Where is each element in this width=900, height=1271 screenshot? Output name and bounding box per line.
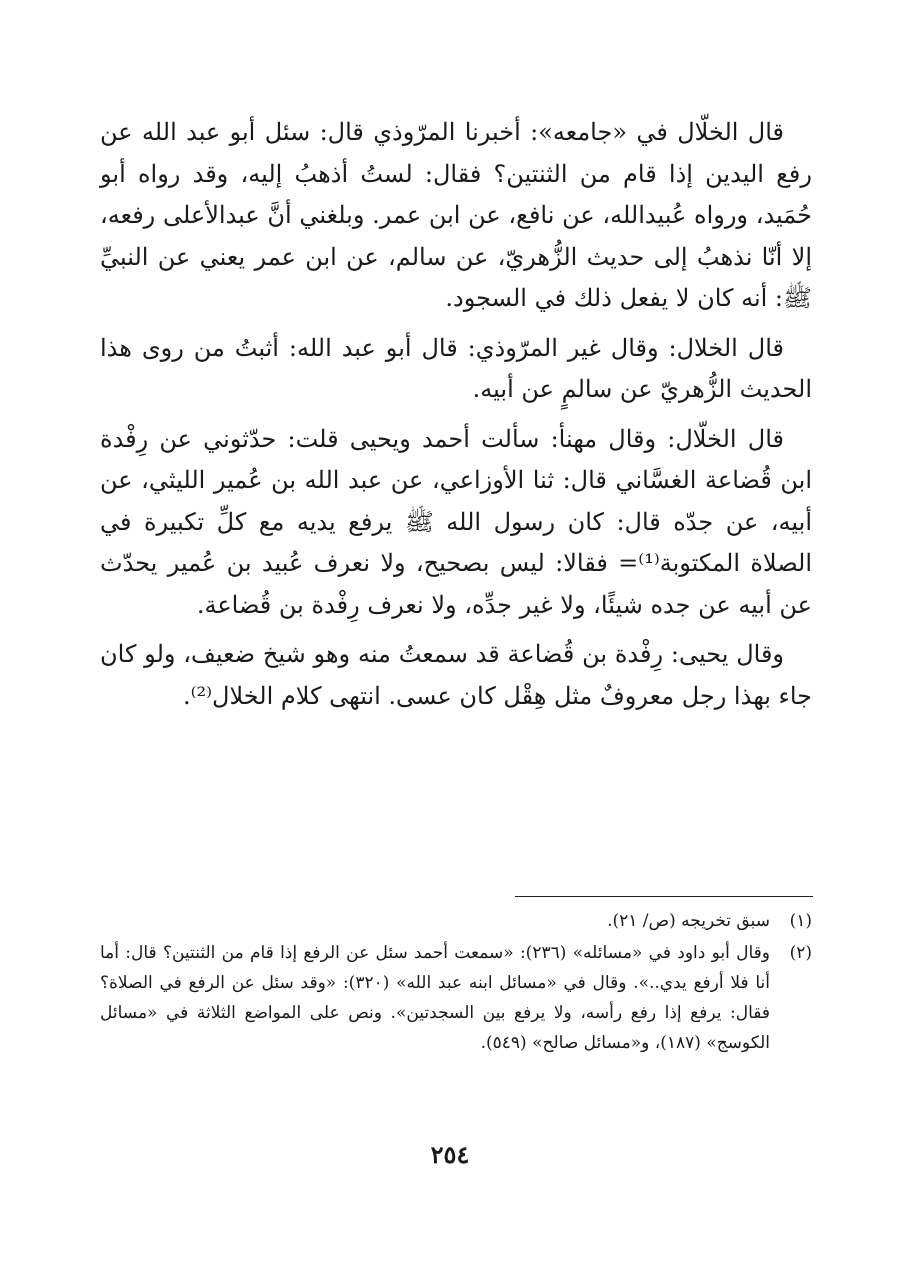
footnote-text: وقال أبو داود في «مسائله» (٢٣٦): «سمعت أحمد سئل عن الرفع إذا قام من الثنتين؟ قال: أما أنا فلا أرفع يدي..». وقال في «مسائل ابنه عبد الله» (٣٢٠): «وقد سئل عن الرفع في الصلاة؟ فقال: يرفع إذا رفع رأسه، ولا يرفع بين السجدتين». ونص على المواضع الثلاثة في «مسائل الكوسج» (١٨٧)، و«مسائل صالح» (٥٤٩). (100, 943, 770, 1053)
paragraph-2: قال الخلال: وقال غير المرّوذي: قال أبو عبد الله: أثبتُ من روى هذا الحديث الزُّهريّ عن سالمٍ عن أبيه. (100, 333, 812, 403)
footnote-2 (100, 938, 812, 1058)
footnotes (100, 906, 812, 1060)
page-number: ٢٥٤ (430, 1140, 470, 1169)
paragraph-3: قال الخلّال: وقال مهنأ: سألت أحمد ويحيى قلت: حدّثوني عن رِفْدة ابن قُضاعة الغسَّاني قال: ثنا الأوزاعي، عن عبد الله بن عُمير الليثي، عن أبيه، عن جدّه قال: كان رسول الله ﷺ يرفع يديه مع كلِّ تكبيرة في الصلاة المكتوبة⁽¹⁾= فقالا: ليس بصحيح، ولا نعرف عُبيد بن عُمير يحدّث عن أبيه عن جده شيئًا، ولا غير جدِّه، ولا نعرف رِفْدة بن قُضاعة. (100, 424, 813, 619)
main-text (100, 112, 812, 725)
paragraph-1: قال الخلّال في «جامعه»: أخبرنا المرّوذي قال: سئل أبو عبد الله عن رفع اليدين إذا قام من الثنتين؟ فقال: لستُ أذهبُ إليه، وقد رواه أبو حُمَيد، ورواه عُبيدالله، عن نافع، عن ابن عمر. وبلغني أنَّ عبدالأعلى رفعه، إلا أنّا نذهبُ إلى حديث الزُّهريّ، عن سالم، عن ابن عمر يعني عن النبيِّ ﷺ: أنه كان لا يفعل ذلك في السجود. (100, 118, 812, 312)
footnote-text: سبق تخريجه (ص/ ٢١). (607, 911, 770, 931)
footnote-separator (515, 896, 813, 897)
footnote-number: (٢) (789, 943, 812, 963)
paragraph-4: وقال يحيى: رِفْدة بن قُضاعة قد سمعتُ منه وهو شيخ ضعيف، ولو كان جاء بهذا رجل معروفٌ مثل هِقْل كان عسى. انتهى كلام الخلال⁽²⁾. (100, 640, 812, 710)
footnote-number: (١) (789, 911, 812, 931)
footnote-1 (100, 906, 812, 936)
